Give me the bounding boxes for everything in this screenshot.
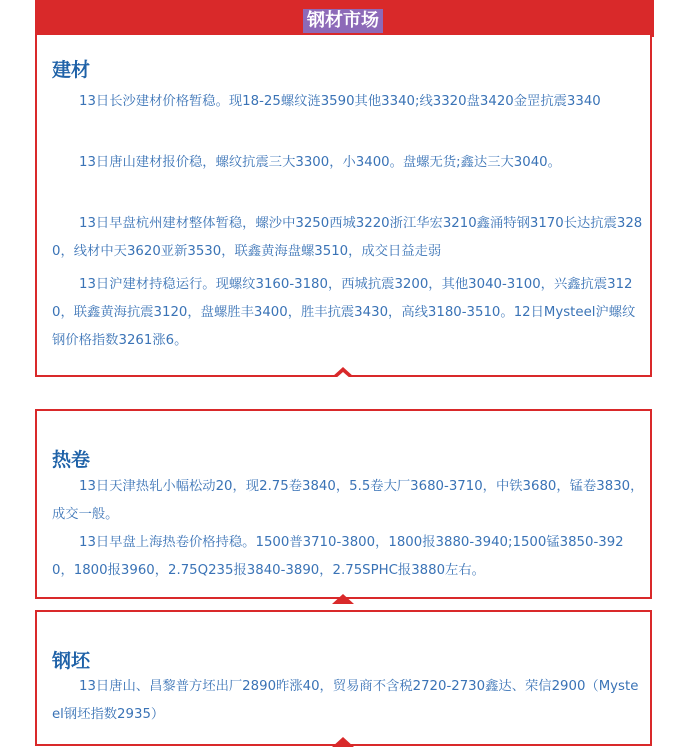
- paragraph: 13日早盘上海热卷价格持稳。1500普3710-3800，1800报3880-3940;1500锰3850-3920，1800报3960，2.75Q235报3840-3890，2.75SPHC报3880左右。: [52, 535, 624, 578]
- divider-arrow-icon: [332, 594, 354, 604]
- paragraph: 13日沪建材持稳运行。现螺纹3160-3180，西城抗震3200，其他3040-3100，兴鑫抗震3120，联鑫黄海抗震3120，盘螺胜丰3400，胜丰抗震3430，高线3180-3510。12日Mysteel沪螺纹钢价格指数3261涨6。: [52, 277, 636, 348]
- paragraph: 13日长沙建材价格暂稳。现18-25螺纹涟3590其他3340;线3320盘3420金罡抗震3340: [79, 94, 601, 109]
- section-title: 建材: [52, 59, 91, 81]
- section-hot-rolled-coil: [35, 409, 652, 599]
- paragraph: 13日早盘杭州建材整体暂稳，螺沙中3250西城3220浙江华宏3210鑫涌特钢3170长达抗震3280，线材中天3620亚新3530，联鑫黄海盘螺3510，成交日益走弱: [52, 216, 643, 259]
- section-billet: [35, 610, 652, 746]
- section-title: 热卷: [52, 449, 91, 471]
- section-building-materials: [35, 35, 652, 377]
- divider-arrow-icon: [332, 737, 354, 747]
- page-title: 钢材市场: [303, 9, 383, 33]
- section-title: 钢坯: [52, 650, 91, 672]
- paragraph: 13日唐山建材报价稳，螺纹抗震三大3300，小3400。盘螺无货;鑫达三大3040。: [79, 155, 561, 170]
- paragraph: 13日天津热轧小幅松动20，现2.75卷3840，5.5卷大厂3680-3710，中铁3680，锰卷3830，成交一般。: [52, 479, 644, 522]
- divider-arrow-inner-icon: [335, 372, 351, 379]
- paragraph: 13日唐山、昌黎普方坯出厂2890昨涨40，贸易商不含税2720-2730鑫达、荣信2900（Mysteel钢坯指数2935）: [52, 679, 639, 722]
